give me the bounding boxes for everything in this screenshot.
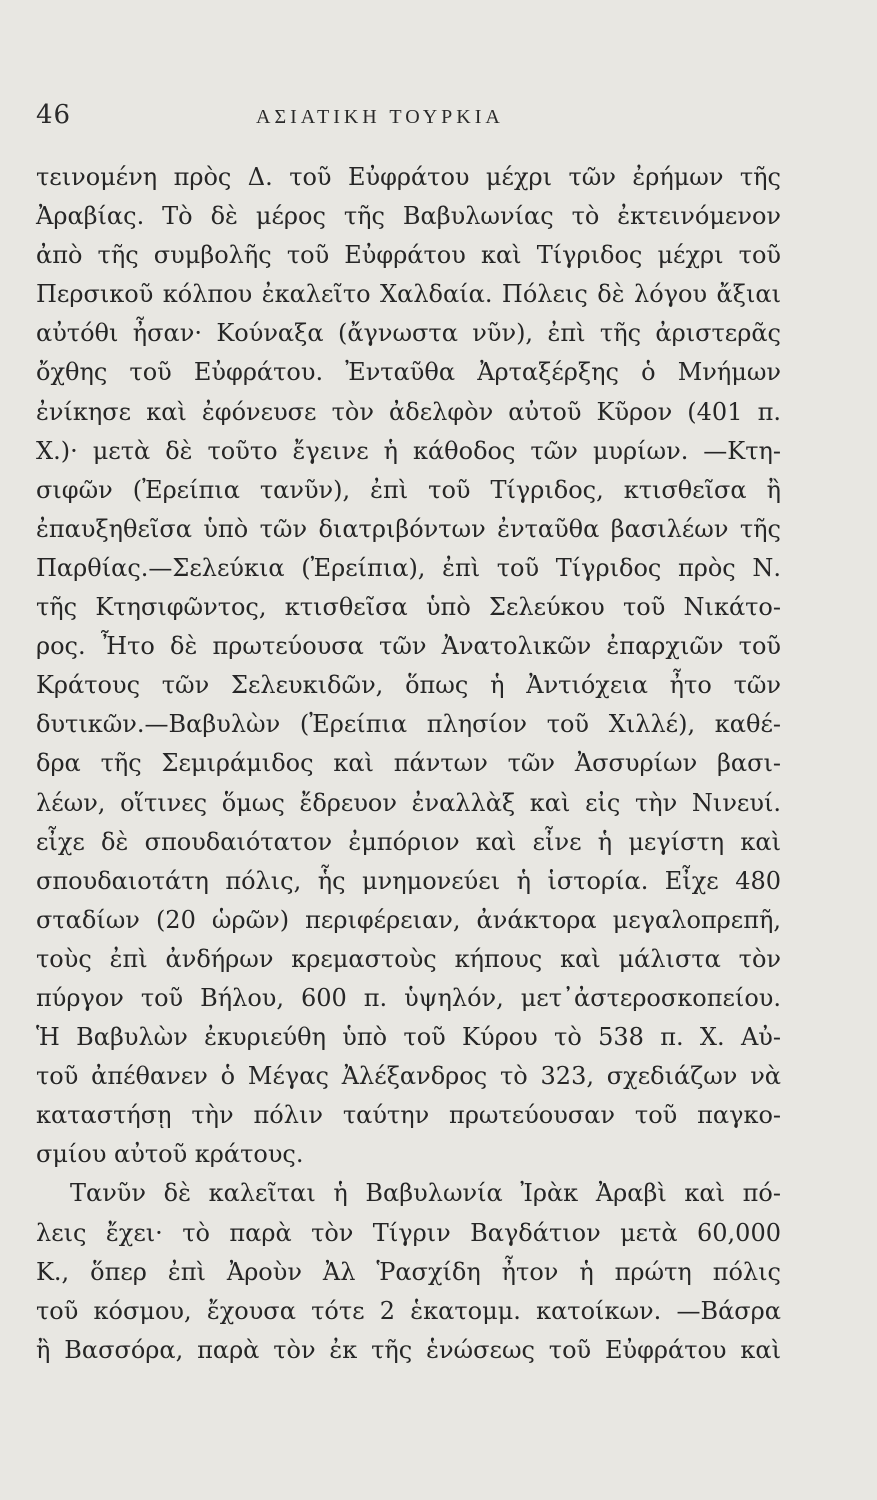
text-line: τοῦ ἀπέθανεν ὁ Μέγας Ἀλέξανδρος τὸ 323, σχεδιάζων νὰ	[36, 1062, 781, 1091]
text-line: ρος. Ἦτο δὲ πρωτεύουσα τῶν Ἀνατολικῶν ἐπαρχιῶν τοῦ	[36, 632, 781, 661]
text-line: πύργον τοῦ Βήλου, 600 π. ὑψηλόν, μετ᾿ἀστεροσκοπείου.	[36, 983, 781, 1012]
body-text	[36, 158, 781, 1370]
text-line: Κράτους τῶν Σελευκιδῶν, ὅπως ἡ Ἀντιόχεια ἦτο τῶν	[36, 671, 781, 700]
text-line: σιφῶν (Ἐρείπια τανῦν), ἐπὶ τοῦ Τίγριδος, κτισθεῖσα ἢ	[36, 475, 781, 504]
text-line: Παρθίας.—Σελεύκια (Ἐρείπια), ἐπὶ τοῦ Τίγριδος πρὸς Ν.	[36, 553, 781, 582]
text-line: τοὺς ἐπὶ ἀνδήρων κρεμαστοὺς κήπους καὶ μάλιστα τὸν	[36, 944, 781, 973]
page-number: 46	[36, 100, 72, 130]
text-line: Κ., ὅπερ ἐπὶ Ἀροὺν Ἀλ Ῥασχίδη ἦτον ἡ πρώτη πόλις	[36, 1257, 781, 1286]
text-line: λέων, οἵτινες ὅμως ἔδρευον ἐναλλὰξ καὶ εἰς τὴν Νινευί.	[36, 788, 781, 817]
text-line: καταστήσῃ τὴν πόλιν ταύτην πρωτεύουσαν τοῦ παγκο-	[36, 1101, 781, 1130]
text-line: ἀπὸ τῆς συμβολῆς τοῦ Εὐφράτου καὶ Τίγριδος μέχρι τοῦ	[36, 241, 781, 270]
text-line: Ἡ Βαβυλὼν ἐκυριεύθη ὑπὸ τοῦ Κύρου τὸ 538 π. Χ. Αὐ-	[36, 1023, 781, 1052]
text-line: Ἀραβίας. Τὸ δὲ μέρος τῆς Βαβυλωνίας τὸ ἐκτεινόμενον	[36, 202, 781, 231]
text-line: σταδίων (20 ὡρῶν) περιφέρειαν, ἀνάκτορα μεγαλοπρεπῆ,	[36, 905, 781, 934]
text-line: εἶχε δὲ σπουδαιότατον ἐμπόριον καὶ εἶνε ἡ μεγίστη καὶ	[36, 827, 781, 856]
text-line: σμίου αὐτοῦ κράτους.	[36, 1140, 304, 1169]
text-line: Χ.)· μετὰ δὲ τοῦτο ἔγεινε ἡ κάθοδος τῶν μυρίων. —Κτη-	[36, 436, 781, 465]
text-line: σπουδαιοτάτη πόλις, ἧς μνημονεύει ἡ ἱστορία. Εἶχε 480	[36, 866, 781, 895]
text-line: ἢ Βασσόρα, παρὰ τὸν ἐκ τῆς ἑνώσεως τοῦ Εὐφράτου καὶ	[36, 1335, 781, 1364]
text-line: δυτικῶν.—Βαβυλὼν (Ἐρείπια πλησίον τοῦ Χιλλέ), καθέ-	[36, 710, 781, 739]
running-title: ΑΣΙΑΤΙΚΗ ΤΟΥΡΚΙΑ	[256, 106, 504, 128]
text-line: ὄχθης τοῦ Εὐφράτου. Ἐνταῦθα Ἀρταξέρξης ὁ Μνήμων	[36, 358, 781, 387]
text-line: τεινομένη πρὸς Δ. τοῦ Εὐφράτου μέχρι τῶν ἐρήμων τῆς	[36, 163, 781, 191]
text-line: ἐνίκησε καὶ ἐφόνευσε τὸν ἀδελφὸν αὐτοῦ Κῦρον (401 π.	[36, 397, 781, 426]
text-line: τοῦ κόσμου, ἔχουσα τότε 2 ἑκατομμ. κατοίκων. —Βάσρα	[36, 1296, 781, 1325]
text-line: ἐπαυξηθεῖσα ὑπὸ τῶν διατριβόντων ἐνταῦθα βασιλέων τῆς	[36, 514, 781, 543]
page-header	[36, 100, 781, 140]
text-line: δρα τῆς Σεμιράμιδος καὶ πάντων τῶν Ἀσσυρίων βασι-	[36, 749, 781, 778]
text-line: Τανῦν δὲ καλεῖται ἡ Βαβυλωνία Ἰρὰκ Ἀραβὶ καὶ πό-	[70, 1179, 781, 1208]
text-line: Περσικοῦ κόλπου ἐκαλεῖτο Χαλδαία. Πόλεις δὲ λόγου ἄξιαι	[36, 280, 781, 309]
text-line: τῆς Κτησιφῶντος, κτισθεῖσα ὑπὸ Σελεύκου τοῦ Νικάτο-	[36, 593, 781, 622]
text-line: αὐτόθι ἦσαν· Κούναξα (ἄγνωστα νῦν), ἐπὶ τῆς ἀριστερᾶς	[36, 319, 781, 348]
text-line: λεις ἔχει· τὸ παρὰ τὸν Τίγριν Βαγδάτιον μετὰ 60,000	[36, 1218, 781, 1247]
